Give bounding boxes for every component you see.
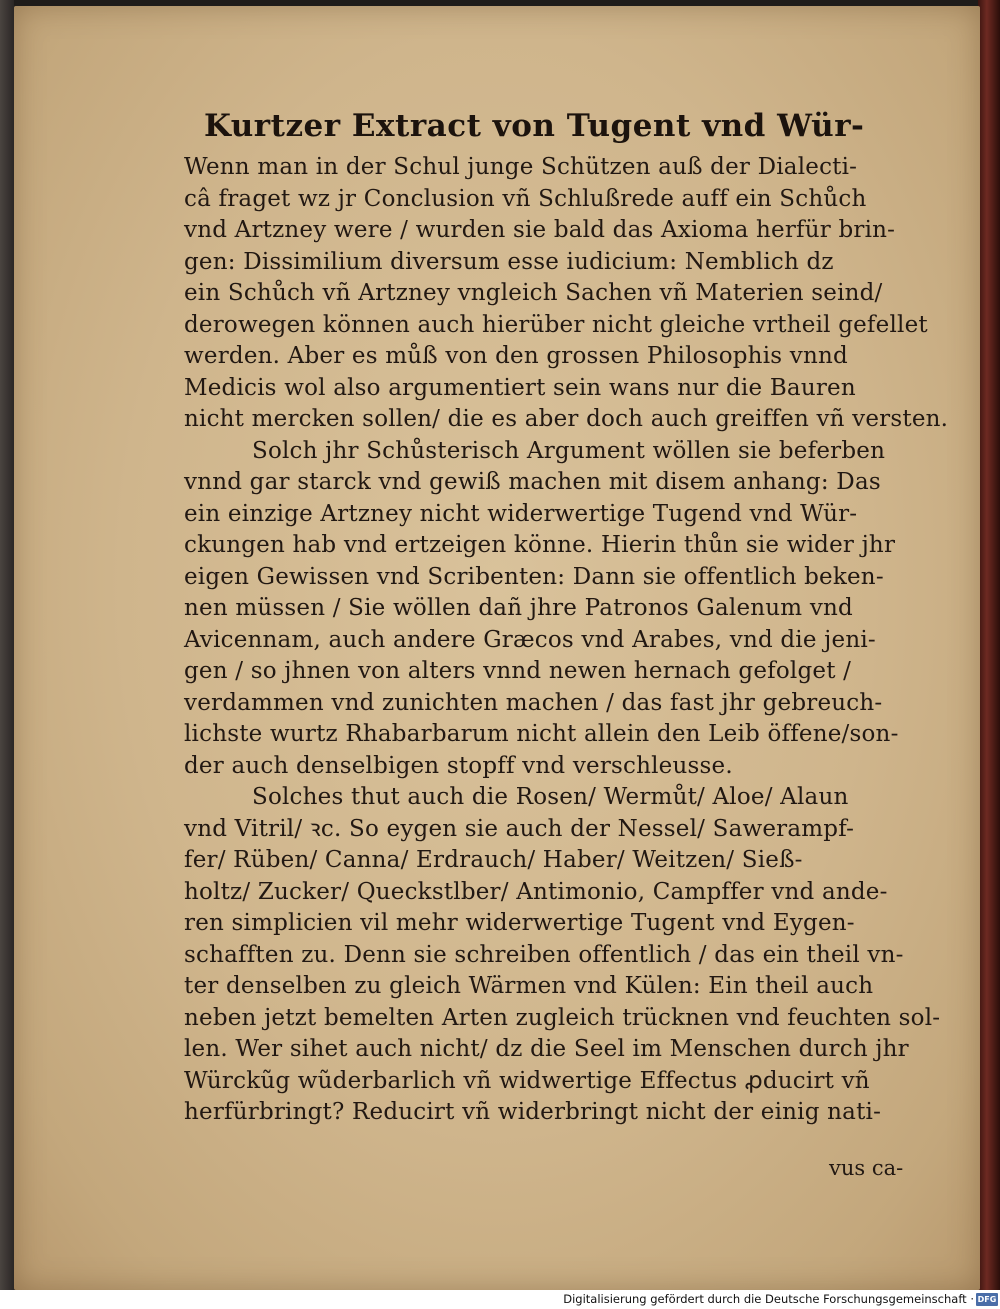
catchword: vus ca-	[829, 1156, 904, 1180]
text-line: Solch jhr Schůsterisch Argument wöllen sie beferben	[252, 437, 886, 464]
book-cover-edge	[0, 0, 14, 1290]
text-line: verdammen vnd zunichten machen / das fast jhr gebreuch-	[184, 689, 883, 716]
text-line: gen: Dissimilium diversum esse iudicium: Nemblich dz	[184, 248, 834, 275]
text-line: vnd Artzney were / wurden sie bald das Axioma herfür brin-	[184, 217, 896, 243]
text-line: ein einzige Artzney nicht widerwertige Tugend vnd Wür-	[184, 500, 858, 527]
text-line: der auch denselbigen stopff vnd verschleusse.	[184, 752, 733, 779]
text-line: len. Wer sihet auch nicht/ dz die Seel im Menschen durch jhr	[184, 1036, 909, 1062]
text-line: Medicis wol also argumentiert sein wans nur die Bauren	[184, 374, 856, 401]
book-binding-edge	[978, 0, 1000, 1290]
text-line: ren simplicien vil mehr widerwertige Tugent vnd Eygen-	[184, 910, 855, 936]
text-line: holtz/ Zucker/ Queckstlber/ Antimonio, Campffer vnd ande-	[184, 878, 888, 905]
text-line: nicht mercken sollen/ die es aber doch auch greiffen vñ versten.	[184, 406, 949, 432]
text-line: gen / so jhnen von alters vnnd newen hernach gefolget /	[184, 658, 852, 684]
text-line: Wenn man in der Schul junge Schützen auß der Dialecti-	[184, 154, 858, 180]
body-text	[184, 152, 949, 1129]
text-line: neben jetzt bemelten Arten zugleich trücknen vnd feuchten sol-	[184, 1004, 941, 1031]
text-line: derowegen können auch hierüber nicht gleiche vrtheil gefellet	[184, 311, 928, 338]
text-line: fer/ Rüben/ Canna/ Erdrauch/ Haber/ Weitzen/ Sieß-	[184, 847, 803, 873]
text-line: ein Schůch vñ Artzney vngleich Sachen vñ Materien seind/	[184, 280, 883, 306]
text-line: ter denselben zu gleich Wärmen vnd Külen: Ein theil auch	[184, 973, 874, 999]
text-line: herfürbringt? Reducirt vñ widerbringt nicht der einig nati-	[184, 1099, 882, 1125]
dfg-logo: DFG	[977, 1295, 997, 1304]
text-line: Avicennam, auch andere Græcos vnd Arabes, vnd die jeni-	[184, 626, 876, 653]
text-line: Würckũg wũderbarlich vñ widwertige Effectus ꝓducirt vñ	[184, 1067, 870, 1094]
digitization-credit: Digitalisierung gefördert durch die Deutsche Forschungsgemeinschaft ·	[0, 1290, 1000, 1309]
text-line: nen müssen / Sie wöllen dañ jhre Patronos Galenum vnd	[184, 595, 853, 621]
text-line: werden. Aber es můß von den grossen Philosophis vnnd	[184, 343, 848, 369]
book-page	[14, 6, 980, 1290]
text-line: vnnd gar starck vnd gewiß machen mit disem anhang: Das	[184, 469, 881, 495]
running-head: Kurtzer Extract von Tugent vnd Wür-	[204, 108, 865, 144]
page-text-block	[184, 104, 949, 1129]
text-line: eigen Gewissen vnd Scribenten: Dann sie offentlich beken-	[184, 563, 884, 590]
text-line: ckungen hab vnd ertzeigen könne. Hierin thůn sie wider jhr	[184, 532, 896, 558]
text-line: schafften zu. Denn sie schreiben offentlich / das ein theil vn-	[184, 941, 904, 968]
text-line: lichste wurtz Rhabarbarum nicht allein den Leib öffene/son-	[184, 721, 899, 747]
text-line: câ fraget wz jr Conclusion vñ Schlußrede auff ein Schůch	[184, 185, 867, 212]
text-line: vnd Vitril/ ꝛc. So eygen sie auch der Nessel/ Sawerampf-	[184, 815, 855, 842]
text-line: Solches thut auch die Rosen/ Wermůt/ Aloe/ Alaun	[252, 784, 849, 810]
